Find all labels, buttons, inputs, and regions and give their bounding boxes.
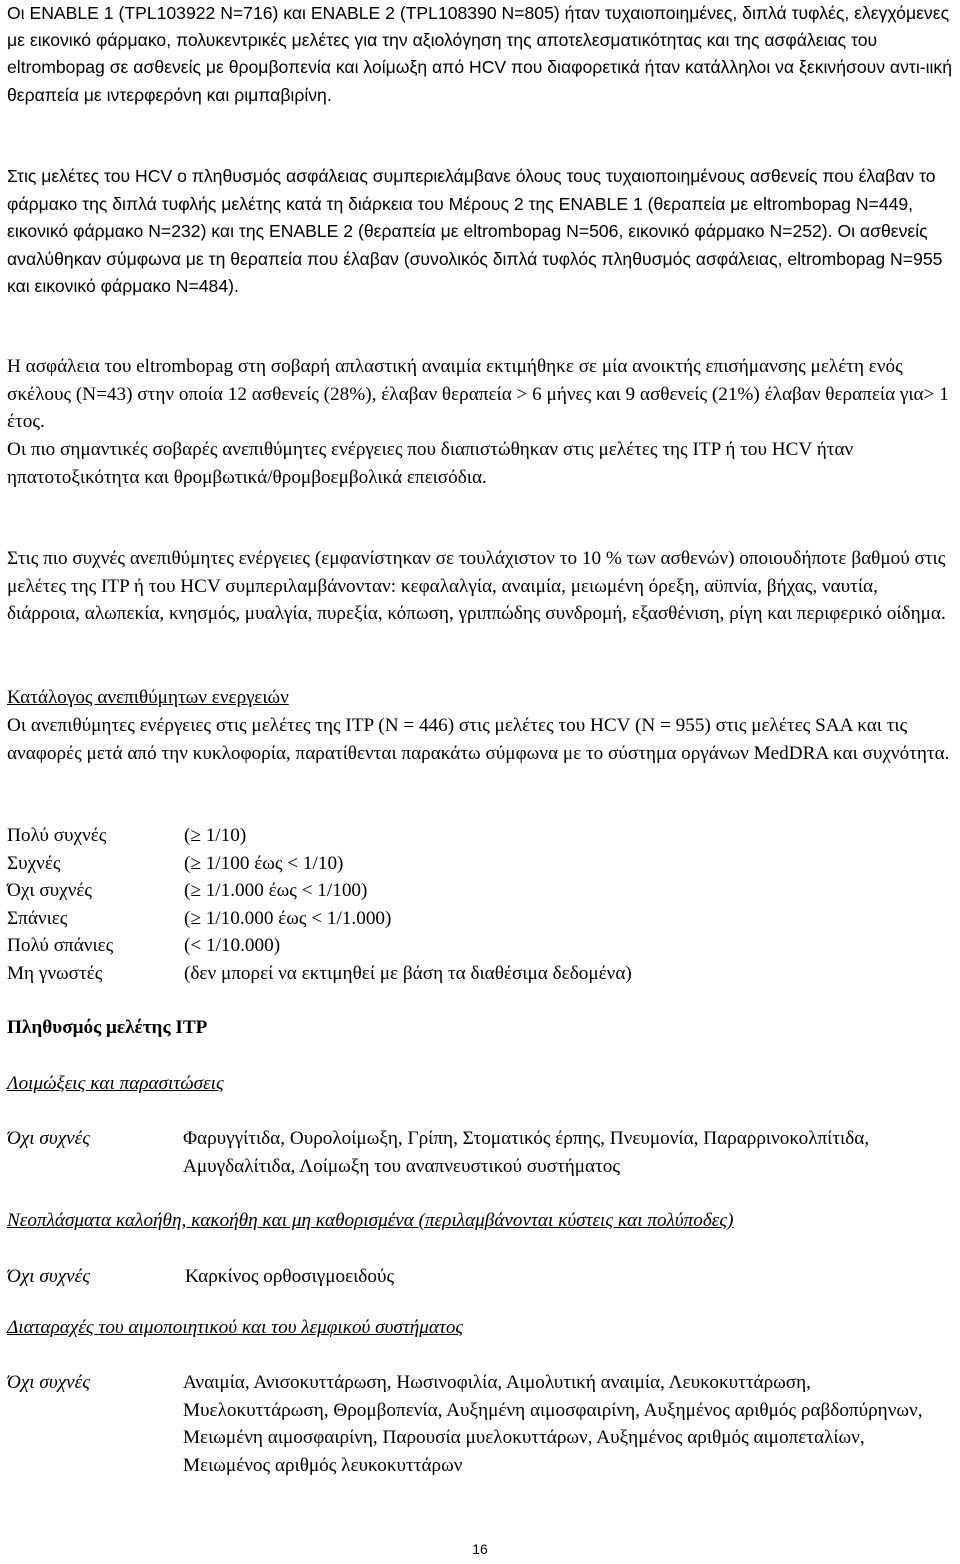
section-frequency: Όχι συχνές — [7, 1266, 90, 1287]
frequency-value: (δεν μπορεί να εκτιμηθεί με βάση τα διαθέσιμα δεδομένα) — [184, 963, 632, 984]
frequency-row — [7, 850, 955, 877]
frequency-value: (≥ 1/10.000 έως < 1/1.000) — [184, 908, 392, 929]
frequency-row — [7, 822, 955, 849]
section-reactions: Αναιμία, Ανισοκυττάρωση, Ηωσινοφιλία, Αιμολυτική αναιμία, Λευκοκυττάρωση, Μυελοκυττάρωση, Θρομβοπενία, Αυξημένη αιμοσφαιρίνη, Αυξημένος αριθμός ραβδοπύρηνων, Μειωμένη αιμοσφαιρίνη, Παρουσία μυελοκυττάρων, Αυξημένος αριθμός αιμοπεταλίων, Μειωμένος αριθμός λευκοκυττάρων — [183, 1372, 923, 1476]
frequency-row — [7, 877, 955, 904]
intro-paragraph-safety-population — [7, 163, 955, 301]
frequency-value: (≥ 1/100 έως < 1/10) — [184, 853, 344, 874]
frequency-label: Σπάνιες — [7, 908, 68, 929]
frequency-value: (≥ 1/1.000 έως < 1/100) — [184, 880, 368, 901]
section-title-neoplasms: Νεοπλάσματα καλοήθη, κακοήθη και μη καθορισμένα (περιλαμβάνονται κύστεις και πολύποδες) — [7, 1210, 734, 1231]
safety-population-analysis-text: Οι ασθενείς αναλύθηκαν σύμφωνα με τη θεραπεία που έλαβαν (συνολικός διπλά τυφλός πληθυσμός ασφάλειας, eltrombopag N=955 και εικονικό φάρμακο N=484). — [7, 221, 943, 296]
saa-safety-paragraph: Η ασφάλεια του eltrombopag στη σοβαρή απλαστική αναιμία εκτιμήθηκε σε μία ανοικτής επισήμανσης μελέτη ενός σκέλους (N=43) στην οποία 12 ασθενείς (28%), έλαβαν θεραπεία > 6 μήνες και 9 ασθενείς (21%) έλαβαν θεραπεία για> 1 έτος. — [7, 356, 949, 432]
section-reactions: Φαρυγγίτιδα, Ουρολοίμωξη, Γρίπη, Στοματικός έρπης, Πνευμονία, Παραρρινοκολπίτιδα, Αμυγδαλίτιδα, Λοίμωξη του αναπνευστικού συστήματος — [183, 1128, 870, 1177]
frequency-row — [7, 932, 955, 959]
frequency-value: (< 1/10.000) — [184, 935, 281, 956]
safety-population-text: Στις μελέτες του HCV ο πληθυσμός ασφάλειας συμπεριελάμβανε όλους τους τυχαιοποιημένους ασθενείς που έλαβαν το φάρμακο της διπλά τυφλής μελέτης κατά τη διάρκεια του Μέρους 2 της ENABLE 1 (θεραπεία με eltrombopag N=449, εικονικό φάρμακο N=232) και της ENABLE 2 (θεραπεία με eltrombopag N=506, εικονικό φάρμακο N=252). — [7, 166, 936, 241]
adverse-reactions-list-intro: Οι ανεπιθύμητες ενέργειες στις μελέτες της ITP (N = 446) στις μελέτες του HCV (N = 955) στις μελέτες SAA και τις αναφορές μετά από την κυκλοφορία, παρατίθενται παρακάτω σύμφωνα με το σύστημα οργάνων MedDRA και συχνότητα. — [7, 715, 950, 764]
frequency-label: Μη γνωστές — [7, 963, 103, 984]
section-frequency: Όχι συχνές — [7, 1128, 90, 1149]
section-title-infections: Λοιμώξεις και παρασιτώσεις — [7, 1073, 224, 1094]
adverse-reactions-list-heading: Κατάλογος ανεπιθύμητων ενεργειών — [7, 687, 289, 708]
common-adverse-reactions-paragraph: Στις πιο συχνές ανεπιθύμητες ενέργειες (εμφανίστηκαν σε τουλάχιστον το 10 % των ασθενών) οποιουδήποτε βαθμού στις μελέτες της ITP ή του HCV συμπεριλαμβάνονταν: κεφαλαλγία, αναιμία, μειωμένη όρεξη, αϋπνία, βήχας, ναυτία, διάρροια, αλωπεκία, κνησμός, μυαλγία, πυρεξία, κόπωση, γριππώδης συνδρομή, εξασθένιση, ρίγη και περιφερικό οίδημα. — [7, 548, 946, 624]
frequency-label: Όχι συχνές — [7, 880, 93, 901]
serious-adverse-reactions-paragraph: Οι πιο σημαντικές σοβαρές ανεπιθύμητες ενέργειες που διαπιστώθηκαν στις μελέτες της ITP ή του HCV ήταν ηπατοτοξικότητα και θρομβωτικά/θρομβοεμβολικά επεισόδια. — [7, 439, 854, 488]
frequency-value: (≥ 1/10) — [184, 825, 247, 846]
section-frequency: Όχι συχνές — [7, 1372, 90, 1393]
page-number: 16 — [472, 1541, 488, 1557]
itp-population-heading: Πληθυσμός μελέτης ITP — [7, 1017, 208, 1038]
section-title-blood-disorders: Διαταραχές του αιμοποιητικού και του λεμφικού συστήματος — [7, 1317, 464, 1338]
section-row-blood-disorders — [7, 1369, 955, 1479]
intro-paragraph-enable: Οι ENABLE 1 (TPL103922 N=716) και ENABLE 2 (TPL108390 N=805) ήταν τυχαιοποιημένες, διπλά τυφλές, ελεγχόμενες με εικονικό φάρμακο, πολυκεντρικές μελέτες για την αξιολόγηση της αποτελεσματικότητας και της ασφάλειας του eltrombopag σε ασθενείς με θρομβοπενία και λοίμωξη από HCV που διαφορετικά ήταν κατάλληλοι να ξεκινήσουν αντι-ιική θεραπεία με ιντερφερόνη και ριμπαβιρίνη. — [7, 3, 953, 105]
section-reactions: Καρκίνος ορθοσιγμοειδούς — [185, 1266, 395, 1287]
frequency-label: Συχνές — [7, 853, 61, 874]
section-row-neoplasms — [7, 1263, 955, 1291]
frequency-label: Πολύ σπάνιες — [7, 935, 114, 956]
section-row-infections — [7, 1125, 955, 1180]
frequency-label: Πολύ συχνές — [7, 825, 107, 846]
frequency-row — [7, 960, 955, 987]
frequency-row — [7, 905, 955, 932]
